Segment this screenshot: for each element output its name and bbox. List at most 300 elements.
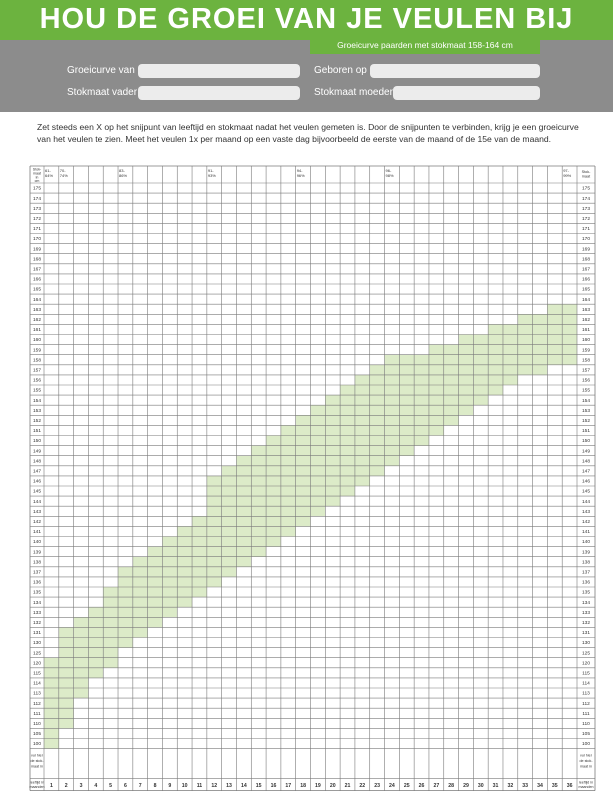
band-cell-m19-145 xyxy=(311,486,326,496)
stokmaat-label-left: 141 xyxy=(32,530,42,536)
band-cell-m19-150 xyxy=(311,436,326,446)
band-cell-m27-152 xyxy=(429,415,444,425)
band-cell-m23-154 xyxy=(370,395,385,405)
stokmaat-label-left: 152 xyxy=(32,418,42,424)
band-cell-m22-152 xyxy=(355,415,370,425)
stokmaat-label-right: 105 xyxy=(581,732,591,738)
stokmaat-label-right: 140 xyxy=(581,540,591,546)
band-cell-m19-143 xyxy=(311,506,326,516)
band-cell-m12-146 xyxy=(207,476,222,486)
month-label-31: 31 xyxy=(492,782,499,789)
row-header-label: Stok- xyxy=(32,167,42,172)
band-cell-m16-146 xyxy=(266,476,281,486)
band-cell-m10-134 xyxy=(177,597,192,607)
stokmaat-label-right: 147 xyxy=(581,469,591,475)
stokmaat-label-left: 157 xyxy=(32,368,42,374)
band-cell-m20-154 xyxy=(325,395,340,405)
stokmaat-label-right: 158 xyxy=(581,358,591,364)
band-cell-m24-151 xyxy=(385,425,400,435)
stokmaat-label-left: 150 xyxy=(32,439,42,445)
month-label-22: 22 xyxy=(359,782,366,789)
band-cell-m15-139 xyxy=(251,547,266,557)
band-cell-m12-143 xyxy=(207,506,222,516)
band-cell-m9-136 xyxy=(162,577,177,587)
band-cell-m1-111 xyxy=(44,708,59,718)
fill-in-label-right: maat in xyxy=(579,764,593,769)
percentage-label: 64% xyxy=(45,173,54,178)
band-cell-m23-152 xyxy=(370,415,385,425)
band-cell-m31-160 xyxy=(488,335,503,345)
band-cell-m27-151 xyxy=(429,425,444,435)
stokmaat-label-right: 159 xyxy=(581,348,591,354)
stokmaat-label-right: 136 xyxy=(581,580,591,586)
band-cell-m36-162 xyxy=(562,314,577,324)
band-cell-m33-157 xyxy=(518,365,533,375)
stokmaat-label-right: 170 xyxy=(581,237,591,243)
stokmaat-label-right: 144 xyxy=(581,499,591,505)
band-cell-m11-140 xyxy=(192,537,207,547)
band-cell-m12-140 xyxy=(207,537,222,547)
month-label-1: 1 xyxy=(49,782,53,789)
band-cell-m25-155 xyxy=(399,385,414,395)
band-cell-m17-151 xyxy=(281,425,296,435)
band-cell-m24-157 xyxy=(385,365,400,375)
band-cell-m15-145 xyxy=(251,486,266,496)
band-cell-m12-139 xyxy=(207,547,222,557)
geboren-op-label: Geboren op xyxy=(314,65,367,76)
band-cell-m6-136 xyxy=(118,577,133,587)
stokmaat-label-left: 167 xyxy=(32,267,42,273)
band-cell-m29-157 xyxy=(459,365,474,375)
band-cell-m7-137 xyxy=(133,567,148,577)
band-cell-m12-145 xyxy=(207,486,222,496)
band-cell-m35-161 xyxy=(547,324,562,334)
month-label-13: 13 xyxy=(226,782,232,789)
band-cell-m29-159 xyxy=(459,345,474,355)
band-cell-m2-130 xyxy=(59,638,74,648)
band-cell-m11-142 xyxy=(192,516,207,526)
band-cell-m15-146 xyxy=(251,476,266,486)
band-cell-m31-159 xyxy=(488,345,503,355)
band-cell-m15-147 xyxy=(251,466,266,476)
groeicurve-van-label: Groeicurve van xyxy=(67,65,135,76)
band-cell-m35-163 xyxy=(547,304,562,314)
percentage-label: 86% xyxy=(119,173,128,178)
band-cell-m32-160 xyxy=(503,335,518,345)
band-cell-m8-136 xyxy=(148,577,163,587)
stokmaat-label-left: 146 xyxy=(32,479,42,485)
band-cell-m35-158 xyxy=(547,355,562,365)
band-cell-m10-135 xyxy=(177,587,192,597)
band-cell-m19-151 xyxy=(311,425,326,435)
band-cell-m18-145 xyxy=(296,486,311,496)
band-cell-m32-158 xyxy=(503,355,518,365)
band-cell-m6-135 xyxy=(118,587,133,597)
month-label-7: 7 xyxy=(138,782,142,789)
band-cell-m20-145 xyxy=(325,486,340,496)
stokmaat-label-left: 171 xyxy=(32,227,42,233)
stokmaat-label-left: 145 xyxy=(32,489,42,495)
band-cell-m22-155 xyxy=(355,385,370,395)
band-cell-m6-130 xyxy=(118,638,133,648)
band-cell-m22-147 xyxy=(355,466,370,476)
band-cell-m5-130 xyxy=(103,638,118,648)
band-cell-m10-140 xyxy=(177,537,192,547)
age-label-left: maanden xyxy=(29,784,45,789)
band-cell-m27-154 xyxy=(429,395,444,405)
band-cell-m26-157 xyxy=(414,365,429,375)
band-cell-m15-140 xyxy=(251,537,266,547)
stokmaat-label-right: 115 xyxy=(582,671,590,677)
month-label-11: 11 xyxy=(196,782,203,789)
month-label-29: 29 xyxy=(463,782,469,789)
band-cell-m19-148 xyxy=(311,456,326,466)
fill-in-label-left: maat in xyxy=(30,764,44,769)
band-cell-m13-144 xyxy=(222,496,237,506)
band-cell-m8-133 xyxy=(148,607,163,617)
month-label-21: 21 xyxy=(344,782,351,789)
band-cell-m26-154 xyxy=(414,395,429,405)
band-cell-m4-131 xyxy=(88,627,103,637)
band-cell-m30-160 xyxy=(473,335,488,345)
band-cell-m28-155 xyxy=(444,385,459,395)
band-cell-m28-154 xyxy=(444,395,459,405)
band-cell-m36-160 xyxy=(562,335,577,345)
band-cell-m14-140 xyxy=(236,537,251,547)
band-cell-m24-148 xyxy=(385,456,400,466)
band-cell-m3-125 xyxy=(74,648,89,658)
band-cell-m31-161 xyxy=(488,324,503,334)
band-cell-m23-150 xyxy=(370,436,385,446)
band-cell-m3-114 xyxy=(74,678,89,688)
band-cell-m21-150 xyxy=(340,436,355,446)
fill-in-label-right: de stok- xyxy=(579,759,593,764)
month-label-9: 9 xyxy=(168,782,172,789)
band-cell-m3-132 xyxy=(74,617,89,627)
band-cell-m16-145 xyxy=(266,486,281,496)
band-cell-m23-149 xyxy=(370,446,385,456)
band-cell-m17-150 xyxy=(281,436,296,446)
percentage-label: 98% xyxy=(385,173,394,178)
stokmaat-label-right: 148 xyxy=(581,459,591,465)
band-cell-m7-134 xyxy=(133,597,148,607)
band-cell-m18-152 xyxy=(296,415,311,425)
band-cell-m13-145 xyxy=(222,486,237,496)
band-cell-m2-125 xyxy=(59,648,74,658)
stokmaat-vader-label: Stokmaat vader xyxy=(67,87,138,98)
band-cell-m7-138 xyxy=(133,557,148,567)
stokmaat-label-right: 100 xyxy=(581,742,591,748)
band-cell-m1-105 xyxy=(44,728,59,738)
stokmaat-label-right: 150 xyxy=(581,439,591,445)
percentage-label: 74% xyxy=(59,173,68,178)
band-cell-m2-120 xyxy=(59,658,74,668)
band-cell-m27-159 xyxy=(429,345,444,355)
band-cell-m18-148 xyxy=(296,456,311,466)
stokmaat-label-right: 161 xyxy=(581,328,591,334)
percentage-label: 61- xyxy=(45,168,51,173)
band-cell-m2-110 xyxy=(59,718,74,728)
band-cell-m4-132 xyxy=(88,617,103,627)
band-cell-m19-146 xyxy=(311,476,326,486)
band-cell-m16-147 xyxy=(266,466,281,476)
stokmaat-label-left: 160 xyxy=(32,338,42,344)
month-label-19: 19 xyxy=(315,782,321,789)
band-cell-m17-147 xyxy=(281,466,296,476)
stokmaat-label-right: 165 xyxy=(581,287,591,293)
band-cell-m14-141 xyxy=(236,526,251,536)
stokmaat-label-left: 100 xyxy=(32,742,42,748)
band-cell-m16-141 xyxy=(266,526,281,536)
row-header-label: maat xyxy=(33,171,41,176)
band-cell-m21-151 xyxy=(340,425,355,435)
band-cell-m18-146 xyxy=(296,476,311,486)
stokmaat-label-right: 155 xyxy=(581,388,591,394)
stokmaat-label-right: 134 xyxy=(581,600,591,606)
band-cell-m11-135 xyxy=(192,587,207,597)
band-cell-m26-152 xyxy=(414,415,429,425)
month-label-23: 23 xyxy=(374,782,381,789)
subtitle-banner: Groeicurve paarden met stokmaat 158-164 cm xyxy=(310,37,540,54)
band-cell-m25-151 xyxy=(399,425,414,435)
month-label-8: 8 xyxy=(153,782,157,789)
stokmaat-label-left: 113 xyxy=(33,691,41,697)
stokmaat-label-left: 172 xyxy=(32,216,42,222)
band-cell-m9-137 xyxy=(162,567,177,577)
band-cell-m24-150 xyxy=(385,436,400,446)
band-cell-m2-112 xyxy=(59,698,74,708)
band-cell-m25-158 xyxy=(399,355,414,365)
stokmaat-label-left: 149 xyxy=(32,449,42,455)
stokmaat-label-left: 110 xyxy=(33,721,41,727)
band-cell-m22-154 xyxy=(355,395,370,405)
band-cell-m17-144 xyxy=(281,496,296,506)
band-cell-m34-162 xyxy=(533,314,548,324)
month-label-26: 26 xyxy=(418,782,425,789)
band-cell-m33-160 xyxy=(518,335,533,345)
stokmaat-label-right: 169 xyxy=(581,247,591,253)
stokmaat-label-right: 132 xyxy=(581,620,591,626)
band-cell-m14-138 xyxy=(236,557,251,567)
percentage-label: 99% xyxy=(563,173,572,178)
month-label-14: 14 xyxy=(240,782,247,789)
band-cell-m25-153 xyxy=(399,405,414,415)
stokmaat-label-right: 114 xyxy=(582,681,590,687)
band-cell-m21-153 xyxy=(340,405,355,415)
percentage-label: 70- xyxy=(59,168,66,173)
band-cell-m32-156 xyxy=(503,375,518,385)
band-cell-m31-156 xyxy=(488,375,503,385)
stokmaat-label-left: 166 xyxy=(32,277,42,283)
band-cell-m30-159 xyxy=(473,345,488,355)
stokmaat-label-right: 142 xyxy=(581,519,591,525)
band-cell-m1-114 xyxy=(44,678,59,688)
stokmaat-label-left: 156 xyxy=(32,378,42,384)
month-label-20: 20 xyxy=(329,782,336,789)
band-cell-m32-161 xyxy=(503,324,518,334)
band-cell-m7-132 xyxy=(133,617,148,627)
band-cell-m11-137 xyxy=(192,567,207,577)
band-cell-m7-131 xyxy=(133,627,148,637)
band-cell-m35-162 xyxy=(547,314,562,324)
band-cell-m34-157 xyxy=(533,365,548,375)
month-label-17: 17 xyxy=(285,782,292,789)
band-cell-m22-150 xyxy=(355,436,370,446)
band-cell-m6-131 xyxy=(118,627,133,637)
band-cell-m10-141 xyxy=(177,526,192,536)
month-label-16: 16 xyxy=(270,782,277,789)
band-cell-m6-133 xyxy=(118,607,133,617)
band-cell-m8-132 xyxy=(148,617,163,627)
stokmaat-label-left: 173 xyxy=(32,206,42,212)
stokmaat-label-left: 131 xyxy=(32,631,42,637)
band-cell-m14-146 xyxy=(236,476,251,486)
band-cell-m4-125 xyxy=(88,648,103,658)
band-cell-m25-152 xyxy=(399,415,414,425)
band-cell-m4-120 xyxy=(88,658,103,668)
row-header-label: in xyxy=(35,175,39,180)
band-cell-m23-153 xyxy=(370,405,385,415)
month-label-4: 4 xyxy=(94,782,98,789)
stokmaat-label-left: 155 xyxy=(32,388,42,394)
stokmaat-label-left: 174 xyxy=(32,196,42,202)
band-cell-m15-144 xyxy=(251,496,266,506)
stokmaat-label-right: 172 xyxy=(581,216,591,222)
band-cell-m26-151 xyxy=(414,425,429,435)
band-cell-m31-158 xyxy=(488,355,503,365)
band-cell-m9-140 xyxy=(162,537,177,547)
age-label-right: leeftijd in xyxy=(578,780,594,785)
band-cell-m19-153 xyxy=(311,405,326,415)
band-cell-m33-162 xyxy=(518,314,533,324)
band-cell-m5-125 xyxy=(103,648,118,658)
stokmaat-label-right: 138 xyxy=(581,560,591,566)
band-cell-m6-132 xyxy=(118,617,133,627)
band-cell-m12-142 xyxy=(207,516,222,526)
band-cell-m3-120 xyxy=(74,658,89,668)
band-cell-m21-145 xyxy=(340,486,355,496)
band-cell-m1-113 xyxy=(44,688,59,698)
band-cell-m30-154 xyxy=(473,395,488,405)
band-cell-m13-140 xyxy=(222,537,237,547)
band-cell-m9-133 xyxy=(162,607,177,617)
band-cell-m21-154 xyxy=(340,395,355,405)
band-cell-m1-100 xyxy=(44,739,59,749)
band-cell-m15-149 xyxy=(251,446,266,456)
band-cell-m24-153 xyxy=(385,405,400,415)
stokmaat-label-left: 115 xyxy=(33,671,41,677)
stokmaat-label-left: 137 xyxy=(32,570,42,576)
band-cell-m12-137 xyxy=(207,567,222,577)
stokmaat-label-right: 174 xyxy=(581,196,591,202)
month-label-36: 36 xyxy=(566,782,573,789)
band-cell-m33-159 xyxy=(518,345,533,355)
stokmaat-label-right: 157 xyxy=(581,368,591,374)
band-cell-m11-138 xyxy=(192,557,207,567)
stokmaat-label-left: 139 xyxy=(32,550,42,556)
percentage-label: 94- xyxy=(296,168,303,173)
month-label-33: 33 xyxy=(522,782,529,789)
stokmaat-label-right: 163 xyxy=(581,307,591,313)
band-cell-m30-155 xyxy=(473,385,488,395)
month-label-12: 12 xyxy=(211,782,218,789)
band-cell-m7-135 xyxy=(133,587,148,597)
month-label-30: 30 xyxy=(477,782,484,789)
month-label-6: 6 xyxy=(123,782,127,789)
band-cell-m2-131 xyxy=(59,627,74,637)
band-cell-m5-135 xyxy=(103,587,118,597)
stokmaat-label-left: 168 xyxy=(32,257,42,263)
band-cell-m31-155 xyxy=(488,385,503,395)
band-cell-m11-136 xyxy=(192,577,207,587)
stokmaat-label-left: 165 xyxy=(32,287,42,293)
band-cell-m17-148 xyxy=(281,456,296,466)
band-cell-m34-159 xyxy=(533,345,548,355)
stokmaat-label-right: 151 xyxy=(581,429,591,435)
band-cell-m32-157 xyxy=(503,365,518,375)
stokmaat-label-left: 120 xyxy=(32,661,42,667)
band-cell-m13-141 xyxy=(222,526,237,536)
band-cell-m9-138 xyxy=(162,557,177,567)
stokmaat-label-left: 147 xyxy=(32,469,42,475)
band-cell-m28-159 xyxy=(444,345,459,355)
band-cell-m6-137 xyxy=(118,567,133,577)
stokmaat-label-right: 110 xyxy=(582,721,590,727)
band-cell-m35-159 xyxy=(547,345,562,355)
band-cell-m16-143 xyxy=(266,506,281,516)
band-cell-m13-139 xyxy=(222,547,237,557)
stokmaat-label-left: 138 xyxy=(32,560,42,566)
band-cell-m14-144 xyxy=(236,496,251,506)
band-cell-m9-135 xyxy=(162,587,177,597)
band-cell-m18-144 xyxy=(296,496,311,506)
band-cell-m14-147 xyxy=(236,466,251,476)
band-cell-m29-156 xyxy=(459,375,474,385)
band-cell-m25-149 xyxy=(399,446,414,456)
band-cell-m15-148 xyxy=(251,456,266,466)
band-cell-m28-157 xyxy=(444,365,459,375)
band-cell-m21-146 xyxy=(340,476,355,486)
band-cell-m17-143 xyxy=(281,506,296,516)
band-cell-m3-131 xyxy=(74,627,89,637)
band-cell-m13-143 xyxy=(222,506,237,516)
band-cell-m12-138 xyxy=(207,557,222,567)
stokmaat-label-right: 175 xyxy=(581,186,591,192)
stokmaat-label-right: 154 xyxy=(581,398,591,404)
band-cell-m5-132 xyxy=(103,617,118,627)
band-cell-m13-138 xyxy=(222,557,237,567)
stokmaat-label-left: 125 xyxy=(32,651,42,657)
band-cell-m13-142 xyxy=(222,516,237,526)
month-label-24: 24 xyxy=(389,782,395,789)
stokmaat-label-left: 162 xyxy=(32,317,42,323)
month-label-25: 25 xyxy=(403,782,410,789)
stokmaat-label-left: 158 xyxy=(32,358,42,364)
stokmaat-moeder-label: Stokmaat moeder xyxy=(314,87,393,98)
band-cell-m29-153 xyxy=(459,405,474,415)
band-cell-m21-155 xyxy=(340,385,355,395)
percentage-label: 91- xyxy=(207,168,214,173)
band-cell-m24-152 xyxy=(385,415,400,425)
band-cell-m22-148 xyxy=(355,456,370,466)
band-cell-m10-139 xyxy=(177,547,192,557)
month-label-5: 5 xyxy=(109,782,113,789)
month-label-28: 28 xyxy=(448,782,455,789)
percentage-label: 93% xyxy=(207,173,216,178)
stokmaat-label-left: 142 xyxy=(32,519,42,525)
band-cell-m18-143 xyxy=(296,506,311,516)
stokmaat-label-right: 171 xyxy=(581,227,591,233)
